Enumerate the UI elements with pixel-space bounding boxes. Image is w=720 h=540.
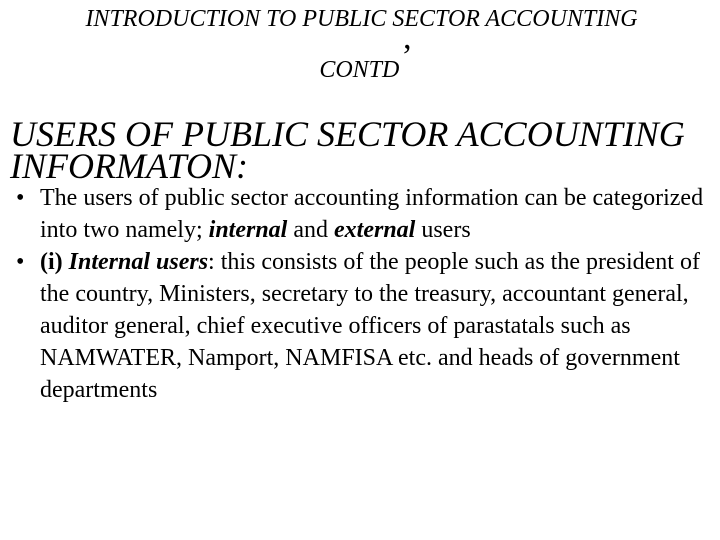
bullet-list xyxy=(10,182,715,406)
bullet1-internal: internal xyxy=(208,217,288,243)
bullet-dot-icon: • xyxy=(16,249,25,275)
section-heading-line-2: INFORMATON: xyxy=(10,146,248,186)
bullet1-text-3: users xyxy=(415,217,471,243)
section-heading-line-1: USERS OF PUBLIC SECTOR ACCOUNTING xyxy=(10,114,685,154)
bullet2-text: : this consists of the people such as the president of the country, Ministers, secretary to the treasury, accountant general, auditor general, chief executive officers of parastatals such as NAMWATER, Namport, NAMFISA etc. and heads of government departments xyxy=(40,249,700,403)
bullet1-external: external xyxy=(334,217,416,243)
bullet2-label: Internal users xyxy=(68,249,209,275)
title-line-1: INTRODUCTION TO PUBLIC SECTOR ACCOUNTING xyxy=(85,6,638,32)
bullet-dot-icon: • xyxy=(16,185,25,211)
title-apostrophe: ’ xyxy=(401,38,413,75)
bullet1-text-1: The users of public sector accounting information can be categorized into two namely; xyxy=(40,185,704,243)
bullet-item-users-categories xyxy=(10,182,715,246)
title-contd: CONTD xyxy=(319,57,400,83)
slide-title xyxy=(0,4,720,85)
section-heading xyxy=(10,114,715,186)
bullet1-text-2: and xyxy=(287,217,335,243)
slide-body xyxy=(10,114,715,406)
bullet2-number: (i) xyxy=(40,249,63,275)
title-line-2 xyxy=(0,38,720,85)
bullet-item-internal-users xyxy=(10,246,715,406)
